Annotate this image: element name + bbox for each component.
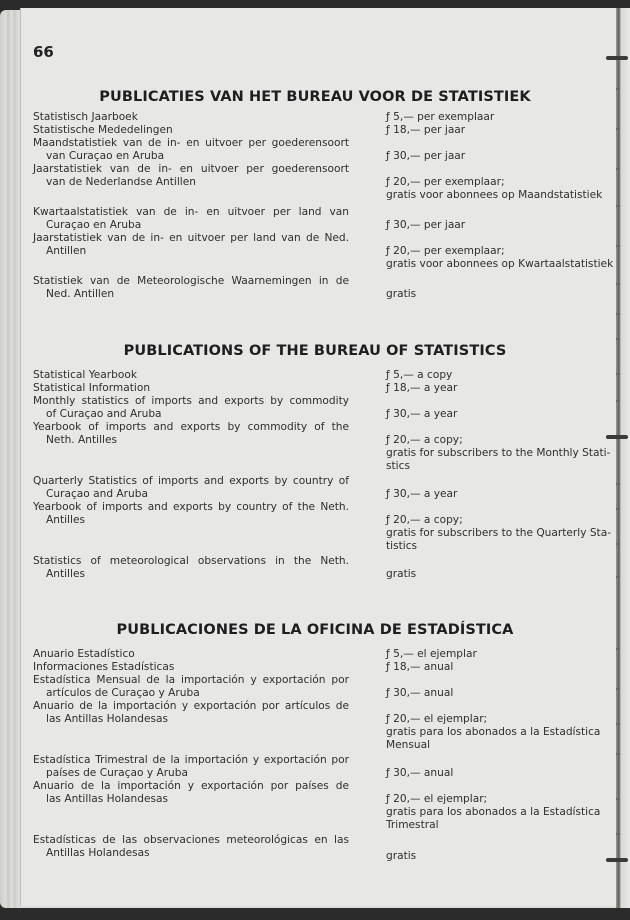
publication-price-note: gratis voor abonnees op Kwartaalstatistiek [386, 258, 614, 270]
publication-price: ƒ 5,— el ejemplar [386, 648, 477, 660]
publication-price: ƒ 5,— a copy [386, 369, 453, 381]
publication-title: Anuario de la importación y exportación por artículos de [33, 700, 349, 712]
publication-price: ƒ 30,— anual [386, 687, 454, 699]
publication-title-cont: Antilles [46, 568, 85, 580]
publication-title: Statistical Yearbook [33, 369, 137, 381]
publication-price-note: gratis for subscribers to the Quarterly Sta- [386, 527, 612, 539]
publication-title-cont: Neth. Antilles [46, 434, 118, 446]
publication-price: ƒ 30,— a year [386, 488, 458, 500]
publication-title-cont: Antillas Holandesas [46, 847, 150, 859]
publication-title: Statistisch Jaarboek [33, 111, 138, 123]
publication-title: Yearbook of imports and exports by commodity of the [33, 421, 349, 433]
publication-title-cont: Antillen [46, 245, 87, 257]
publication-title: Estadística Trimestral de la importación y exportación por [33, 754, 349, 766]
publication-price-note: Trimestral [386, 819, 439, 831]
publication-title-cont: artículos de Curaçao y Aruba [46, 687, 200, 699]
publication-price-note: stics [386, 460, 410, 472]
publication-price: ƒ 18,— a year [386, 382, 458, 394]
publication-title: Maandstatistiek van de in- en uitvoer per goederensoort [33, 137, 349, 149]
page-binding-edge [616, 8, 630, 908]
publication-title-cont: países de Curaçao y Aruba [46, 767, 188, 779]
publication-title: Monthly statistics of imports and exports by commodity [33, 395, 349, 407]
publication-price: ƒ 30,— per jaar [386, 219, 466, 231]
publication-title: Statistiek van de Meteorologische Waarnemingen in de [33, 275, 349, 287]
publication-title: Quarterly Statistics of imports and exports by country of [33, 475, 349, 487]
publication-title-cont: van de Nederlandse Antillen [46, 176, 196, 188]
publication-price: ƒ 30,— anual [386, 767, 454, 779]
publication-price-note: Mensual [386, 739, 431, 751]
publication-price: gratis [386, 568, 417, 580]
page-number: 66 [33, 43, 54, 61]
publication-title: Yearbook of imports and exports by country of the Neth. [33, 501, 349, 513]
publication-title-cont: Ned. Antillen [46, 288, 115, 300]
publication-price: ƒ 20,— el ejemplar; [386, 793, 488, 805]
publication-title-cont: Curaçao en Aruba [46, 219, 142, 231]
publication-price-note: tistics [386, 540, 418, 552]
publication-price: ƒ 20,— el ejemplar; [386, 713, 488, 725]
publication-title: Statistical Information [33, 382, 151, 394]
publication-title: Statistische Mededelingen [33, 124, 173, 136]
publication-price-note: gratis for subscribers to the Monthly Stati- [386, 447, 611, 459]
section-heading-english: PUBLICATIONS OF THE BUREAU OF STATISTICS [123, 343, 507, 359]
publication-title: Informaciones Estadísticas [33, 661, 175, 673]
publication-title-cont: las Antillas Holandesas [46, 793, 169, 805]
publication-title-cont: van Curaçao en Aruba [46, 150, 165, 162]
section-heading-dutch: PUBLICATIES VAN HET BUREAU VOOR DE STATISTIEK [99, 89, 531, 105]
publication-price: ƒ 18,— anual [386, 661, 454, 673]
page-tab-marker [606, 56, 628, 60]
publication-price: ƒ 20,— a copy; [386, 434, 463, 446]
section-heading-spanish: PUBLICACIONES DE LA OFICINA DE ESTADÍSTICA [116, 622, 514, 638]
publication-price: ƒ 20,— per exemplaar; [386, 176, 505, 188]
publication-price: gratis [386, 850, 417, 862]
publication-price: ƒ 18,— per jaar [386, 124, 466, 136]
publication-title: Jaarstatistiek van de in- en uitvoer per land van de Ned. [33, 232, 349, 244]
publication-title: Jaarstatistiek van de in- en uitvoer per goederensoort [33, 163, 349, 175]
publication-price-note: gratis para los abonados a la Estadística [386, 726, 601, 738]
page-tab-marker [606, 858, 628, 862]
publication-title: Estadísticas de las observaciones meteorológicas en las [33, 834, 349, 846]
publication-title: Kwartaalstatistiek van de in- en uitvoer per land van [33, 206, 349, 218]
publication-title-cont: of Curaçao and Aruba [46, 408, 162, 420]
publication-title-cont: Curaçao and Aruba [46, 488, 148, 500]
publication-price-note: gratis voor abonnees op Maandstatistiek [386, 189, 603, 201]
publication-price-note: gratis para los abonados a la Estadística [386, 806, 601, 818]
publication-title: Statistics of meteorological observations in the Neth. [33, 555, 349, 567]
publication-title: Anuario de la importación y exportación por países de [33, 780, 349, 792]
publication-price: ƒ 20,— per exemplaar; [386, 245, 505, 257]
publication-title: Anuario Estadístico [33, 648, 135, 660]
publication-price: ƒ 30,— per jaar [386, 150, 466, 162]
page-tab-marker [606, 435, 628, 439]
publication-price: ƒ 30,— a year [386, 408, 458, 420]
publication-price: ƒ 20,— a copy; [386, 514, 463, 526]
publication-title-cont: las Antillas Holandesas [46, 713, 169, 725]
publication-price: gratis [386, 288, 417, 300]
publication-title-cont: Antilles [46, 514, 85, 526]
publication-price: ƒ 5,— per exemplaar [386, 111, 495, 123]
publication-title: Estadística Mensual de la importación y exportación por [33, 674, 349, 686]
